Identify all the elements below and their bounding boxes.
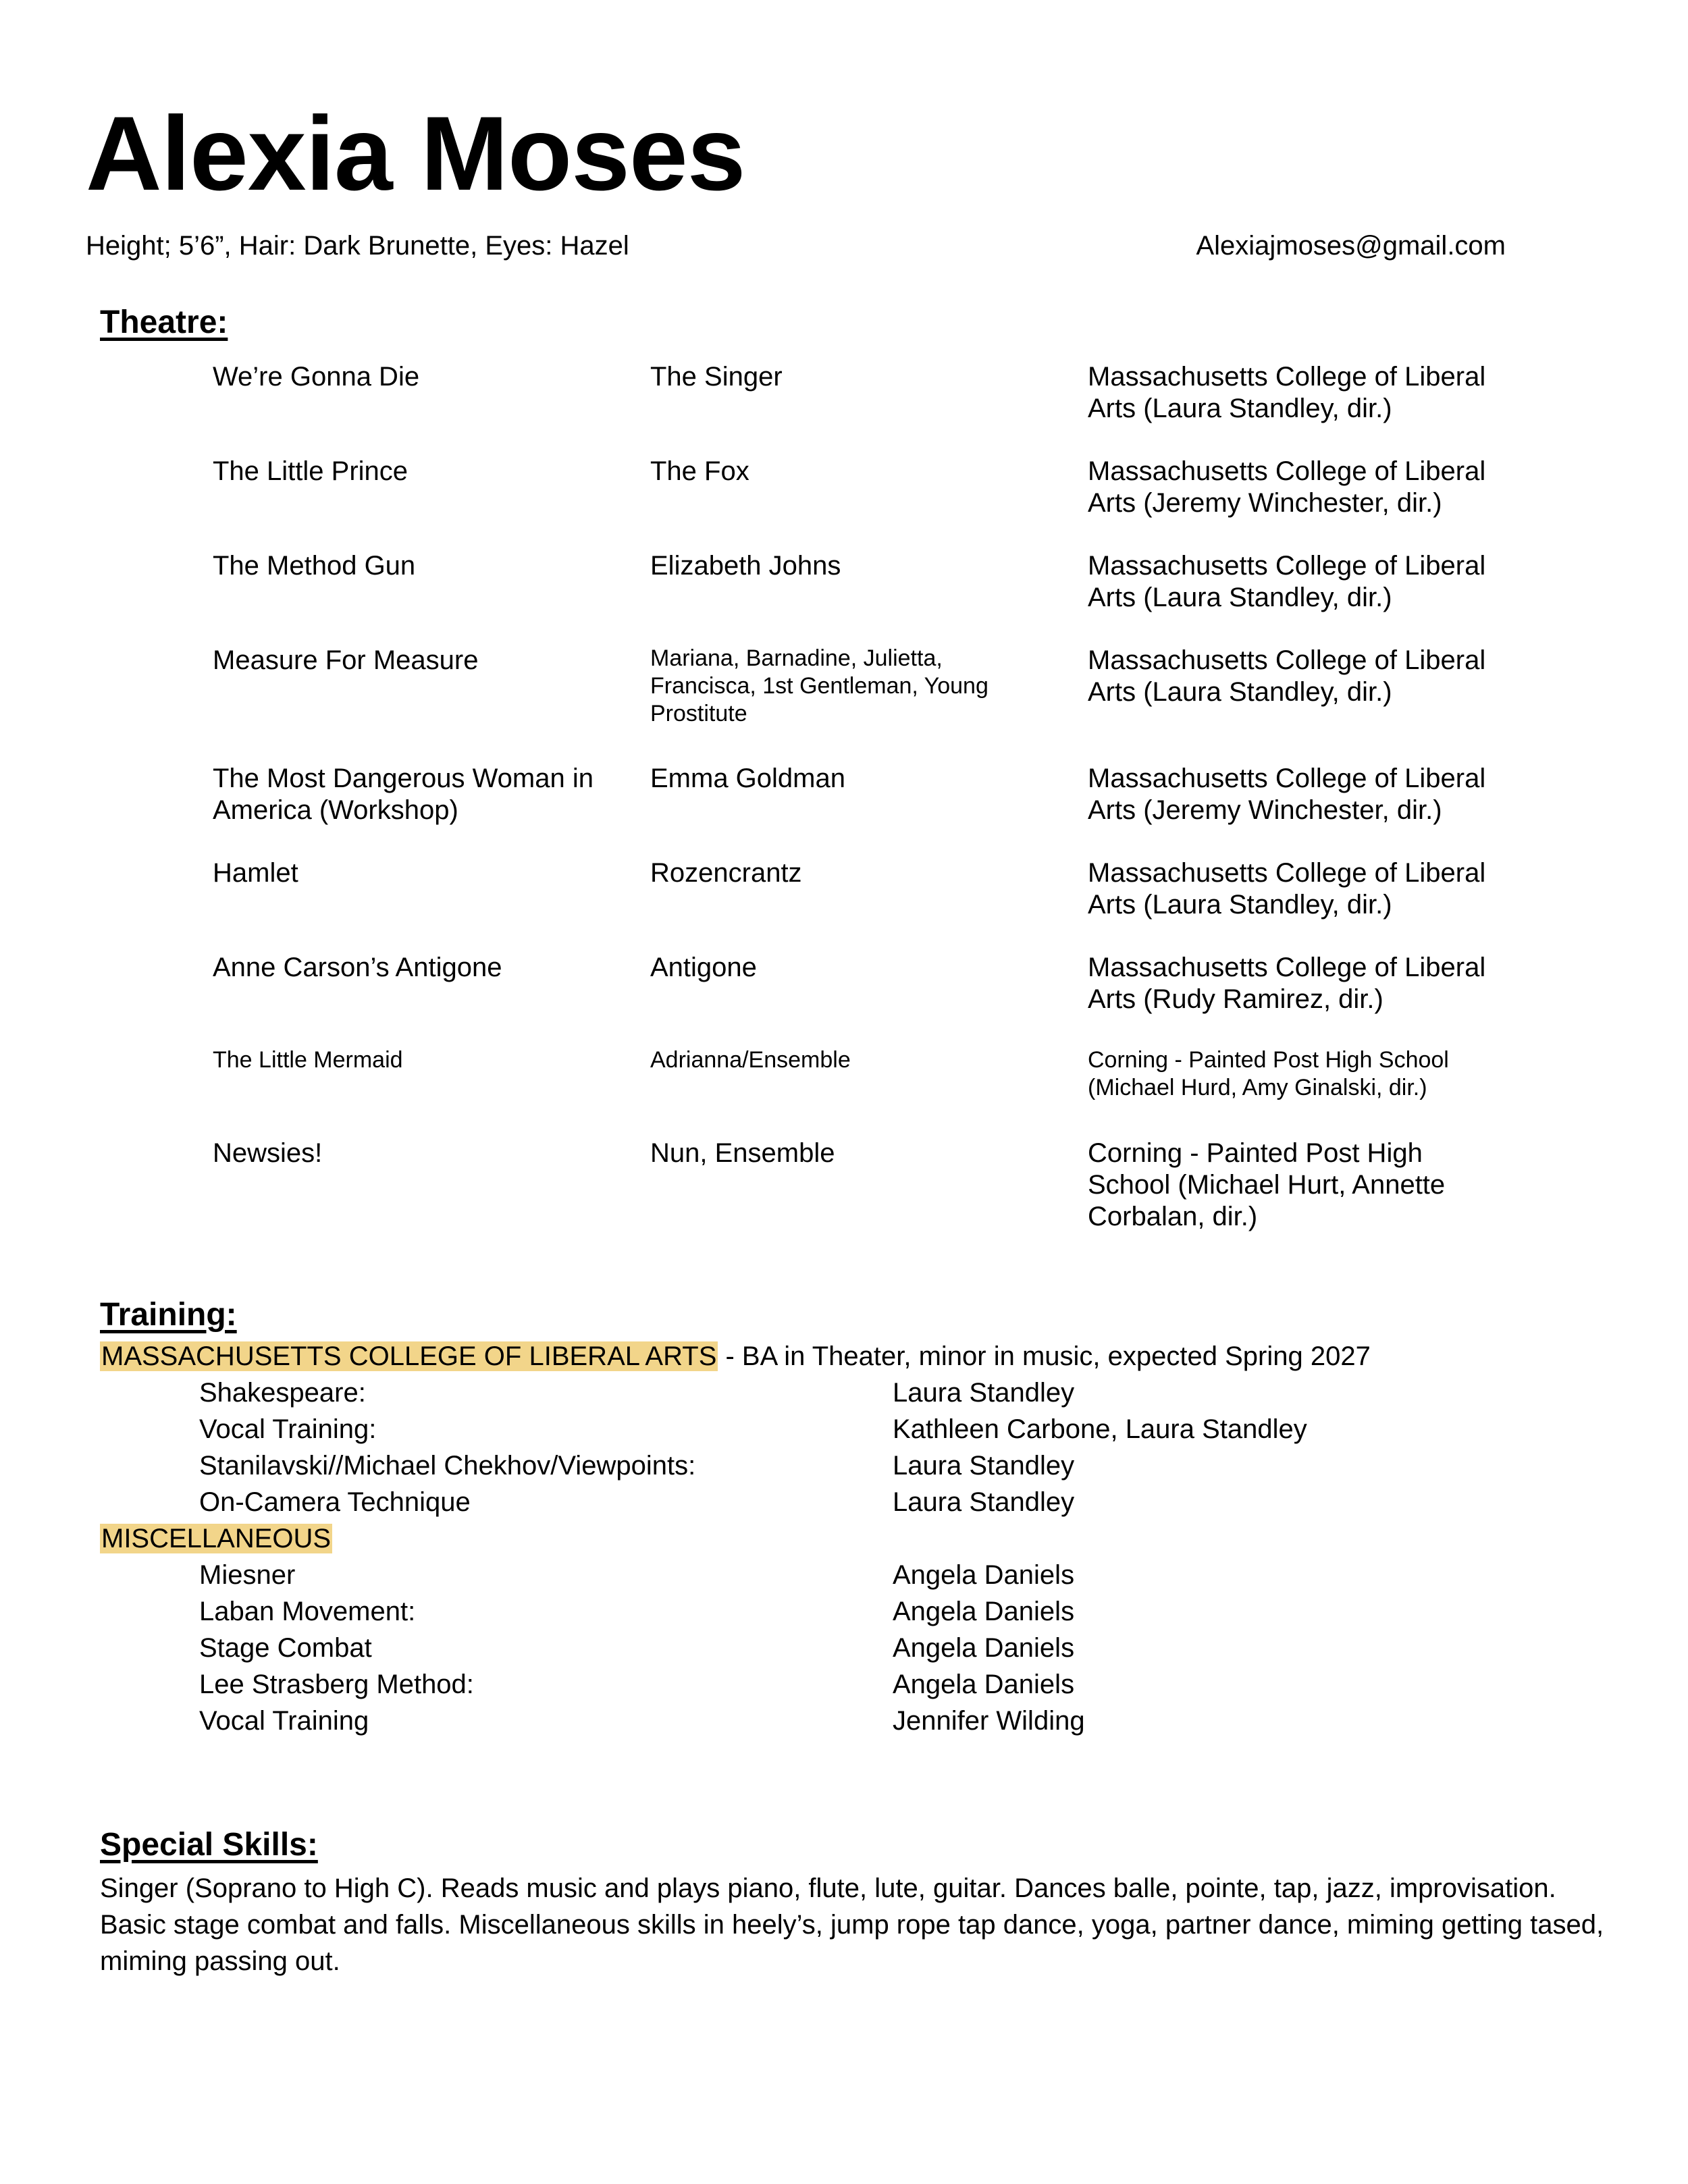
- credit-show: The Method Gun: [213, 551, 416, 581]
- training-subject: Shakespeare:: [199, 1378, 366, 1408]
- credit-role: The Singer: [650, 362, 783, 392]
- school-line: [100, 1340, 1371, 1373]
- training-subject: Laban Movement:: [199, 1597, 416, 1626]
- training-subject: Lee Strasberg Method:: [199, 1670, 474, 1699]
- credit-venue: Massachusetts College of Liberal Arts (Laura Standley, dir.): [1088, 645, 1486, 707]
- credit-show: Measure For Measure: [213, 645, 479, 675]
- credit-venue: Massachusetts College of Liberal Arts (Jeremy Winchester, dir.): [1088, 764, 1486, 825]
- skills-heading: Special Skills:: [100, 1827, 318, 1863]
- credit-role: Mariana, Barnadine, Julietta, Francisca, 1st Gentleman, Young Prostitute: [650, 645, 988, 726]
- training-teacher: Laura Standley: [893, 1487, 1075, 1517]
- credit-role: Nun, Ensemble: [650, 1138, 835, 1168]
- training-teacher: Angela Daniels: [893, 1670, 1075, 1699]
- theatre-heading: Theatre:: [100, 304, 228, 340]
- training-subject: Miesner: [199, 1560, 296, 1590]
- training-teacher: Jennifer Wilding: [893, 1706, 1085, 1736]
- credit-role: Rozencrantz: [650, 858, 802, 888]
- credit-show: Newsies!: [213, 1138, 323, 1168]
- credit-show: Anne Carson’s Antigone: [213, 953, 502, 982]
- training-heading: Training:: [100, 1297, 237, 1333]
- credit-venue: Massachusetts College of Liberal Arts (Laura Standley, dir.): [1088, 858, 1486, 920]
- training-teacher: Angela Daniels: [893, 1597, 1075, 1626]
- skills-text: Singer (Soprano to High C). Reads music and plays piano, flute, lute, guitar. Dances balle, pointe, tap, jazz, improvisation. Basic stage combat and falls. Miscellaneous skills in heely’s, jump rope tap dance, yoga, partner dance, miming getting tased, miming passing out.: [100, 1873, 1604, 1976]
- credit-show: The Most Dangerous Woman in America (Workshop): [213, 764, 594, 825]
- credit-venue: Corning - Painted Post High School (Michael Hurd, Amy Ginalski, dir.): [1088, 1047, 1449, 1100]
- credit-role: Elizabeth Johns: [650, 551, 841, 581]
- credit-role: Emma Goldman: [650, 764, 845, 793]
- training-subject: Stanilavski//Michael Chekhov/Viewpoints:: [199, 1451, 696, 1481]
- credit-venue: Massachusetts College of Liberal Arts (Laura Standley, dir.): [1088, 551, 1486, 612]
- credit-role: Antigone: [650, 953, 757, 982]
- credit-show: We’re Gonna Die: [213, 362, 420, 392]
- email-link[interactable]: Alexiajmoses@gmail.com: [1196, 231, 1506, 261]
- credit-venue: Massachusetts College of Liberal Arts (Laura Standley, dir.): [1088, 362, 1486, 423]
- credit-role: The Fox: [650, 456, 749, 486]
- misc-line: [100, 1522, 332, 1555]
- school-name: MASSACHUSETTS COLLEGE OF LIBERAL ARTS: [101, 1341, 717, 1371]
- credit-venue: Massachusetts College of Liberal Arts (Rudy Ramirez, dir.): [1088, 953, 1486, 1014]
- training-teacher: Angela Daniels: [893, 1633, 1075, 1663]
- misc-label: MISCELLANEOUS: [101, 1524, 332, 1553]
- training-subject: Vocal Training:: [199, 1414, 377, 1444]
- training-subject: Vocal Training: [199, 1706, 369, 1736]
- physical-stats: Height; 5’6”, Hair: Dark Brunette, Eyes: Hazel: [86, 231, 629, 261]
- training-subject: On-Camera Technique: [199, 1487, 471, 1517]
- school-detail: - BA in Theater, minor in music, expected Spring 2027: [718, 1341, 1371, 1371]
- credit-show: The Little Prince: [213, 456, 408, 486]
- credit-show: Hamlet: [213, 858, 298, 888]
- training-teacher: Laura Standley: [893, 1378, 1075, 1408]
- training-teacher: Angela Daniels: [893, 1560, 1075, 1590]
- credit-role: Adrianna/Ensemble: [650, 1047, 851, 1073]
- credit-venue: Corning - Painted Post High School (Michael Hurt, Annette Corbalan, dir.): [1088, 1138, 1446, 1231]
- training-subject: Stage Combat: [199, 1633, 372, 1663]
- training-teacher: Kathleen Carbone, Laura Standley: [893, 1414, 1307, 1444]
- training-teacher: Laura Standley: [893, 1451, 1075, 1481]
- credit-venue: Massachusetts College of Liberal Arts (Jeremy Winchester, dir.): [1088, 456, 1486, 518]
- credit-show: The Little Mermaid: [213, 1047, 403, 1073]
- actor-name: Alexia Moses: [86, 95, 745, 213]
